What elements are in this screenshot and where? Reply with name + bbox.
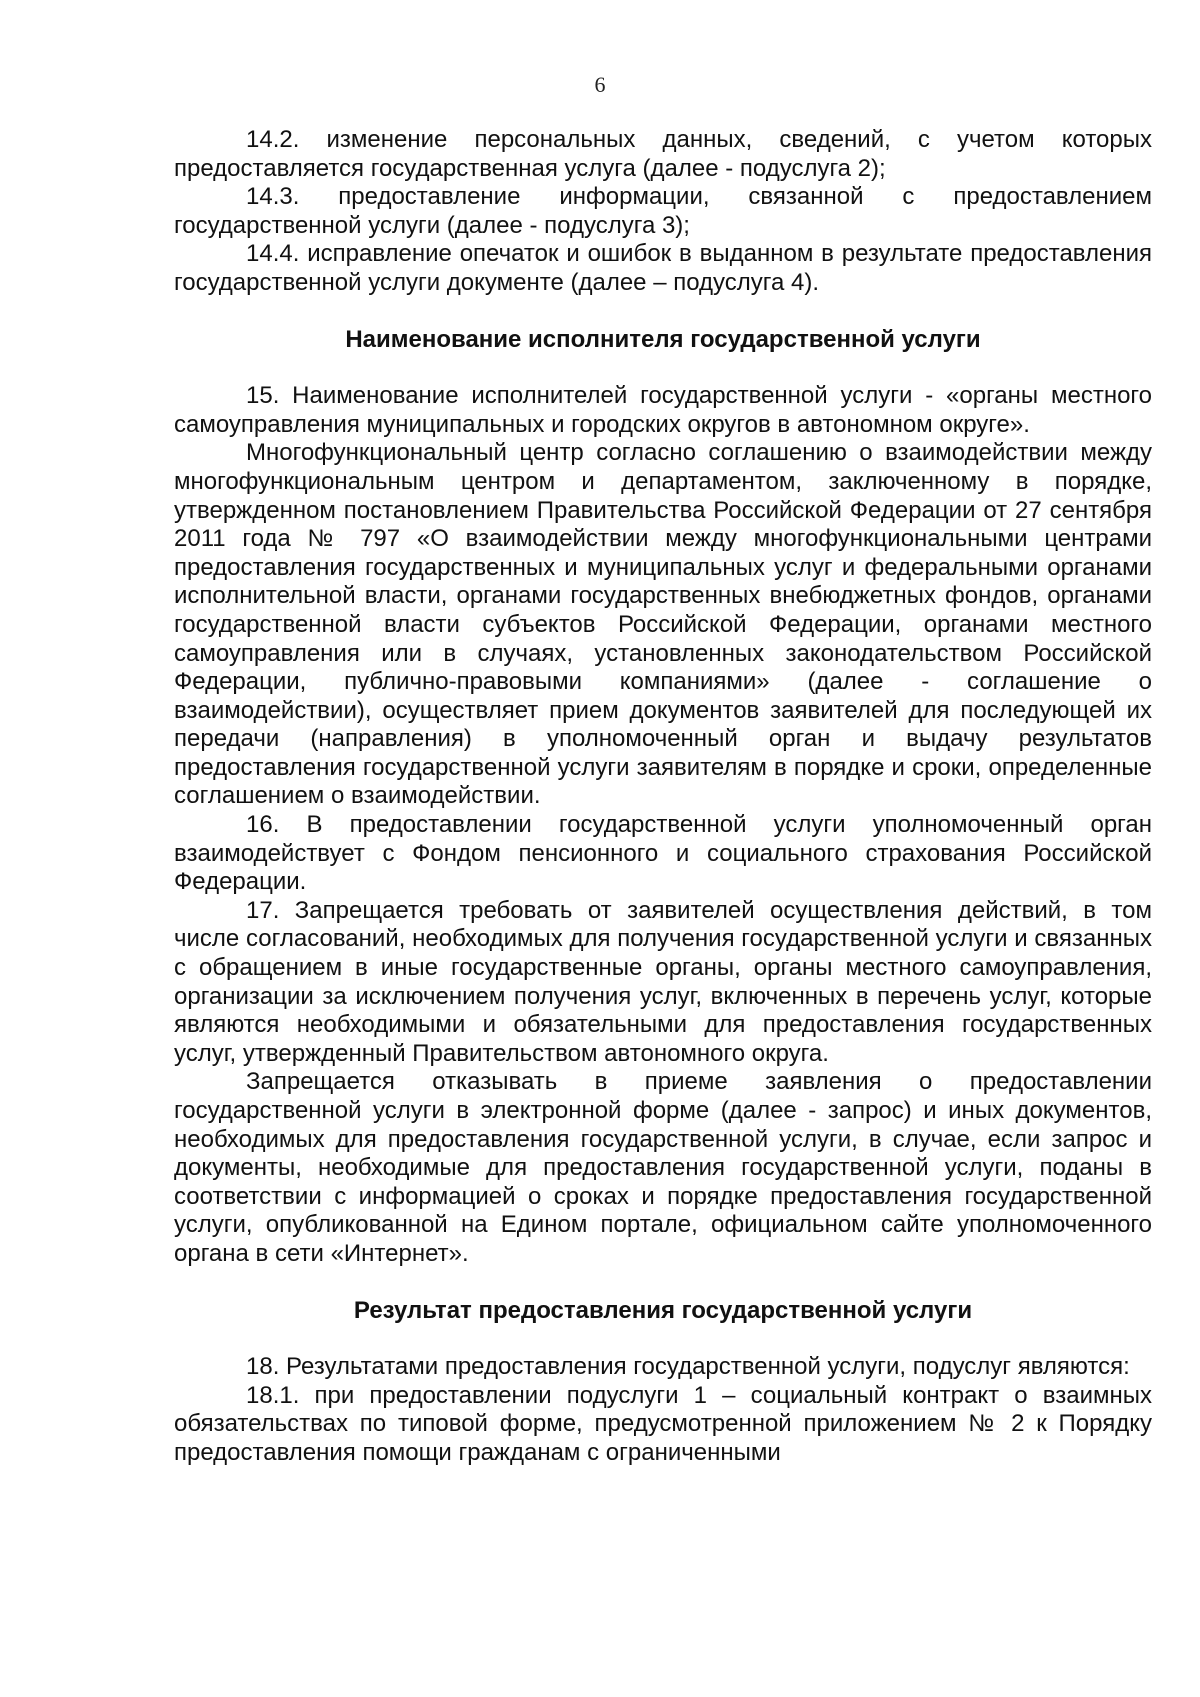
section-heading-executor: Наименование исполнителя государственной услуги [345,325,981,353]
paragraph-14-2: 14.2. изменение персональных данных, сведений, с учетом которых предоставляется государственная услуга (далее - подуслуга 2); [174,126,1152,182]
paragraph-17: 17. Запрещается требовать от заявителей осуществления действий, в том числе согласований, необходимых для получения государственной услуги и связанных с обращением в иные государственные органы, органы местного самоуправления, организации за исключением получения услуг, включенных в перечень услуг, которые являются необходимыми и обязательными для предоставления государственных услуг, утвержденный Правительством автономного округа. [174,896,1152,1067]
paragraph-mfc: Многофункциональный центр согласно соглашению о взаимодействии между многофункциональным центром и департаментом, заключенному в порядке, утвержденном постановлением Правительства Российской Федерации от 27 сентября 2011 года № 797 «О взаимодействии между многофункциональными центрами предоставления государственных и муниципальных услуг и федеральными органами исполнительной власти, органами государственных внебюджетных фондов, органами государственной власти субъектов Российской Федерации, органами местного самоуправления или в случаях, установленных законодательством Российской Федерации, публично-правовыми компаниями» (далее - соглашение о взаимодействии), осуществляет прием документов заявителей для последующей их передачи (направления) в уполномоченный орган и выдачу результатов предоставления государственной услуги заявителям в порядке и сроки, определенные соглашением о взаимодействии. [174,439,1152,810]
paragraph-17-refusal: Запрещается отказывать в приеме заявления о предоставлении государственной услуги в электронной форме (далее - запрос) и иных документов, необходимых для предоставления государственной услуги, в случае, если запрос и документы, необходимые для предоставления государственной услуги, поданы в соответствии с информацией о сроках и порядке предоставления государственной услуги, опубликованной на Едином портале, официальном сайте уполномоченного органа в сети «Интернет». [174,1068,1152,1267]
paragraph-14-4: 14.4. исправление опечаток и ошибок в выданном в результате предоставления государственной услуги документе (далее – подуслуга 4). [174,240,1152,296]
paragraph-18-1: 18.1. при предоставлении подуслуги 1 – социальный контракт о взаимных обязательствах по типовой форме, предусмотренной приложением № 2 к Порядку предоставления помощи гражданам с ограниченными [174,1381,1152,1466]
page-number: 6 [594,72,606,97]
paragraph-14-3: 14.3. предоставление информации, связанной с предоставлением государственной услуги (далее - подуслуга 3); [174,183,1152,239]
document-body [174,126,1152,1468]
paragraph-18: 18. Результатами предоставления государственной услуги, подуслуг являются: [246,1353,1130,1381]
paragraph-16: 16. В предоставлении государственной услуги уполномоченный орган взаимодействует с Фондом пенсионного и социального страхования Российской Федерации. [174,811,1152,896]
section-heading-result: Результат предоставления государственной услуги [353,1296,973,1324]
paragraph-15: 15. Наименование исполнителей государственной услуги - «органы местного самоуправления муниципальных и городских округов в автономном округе». [174,382,1152,438]
